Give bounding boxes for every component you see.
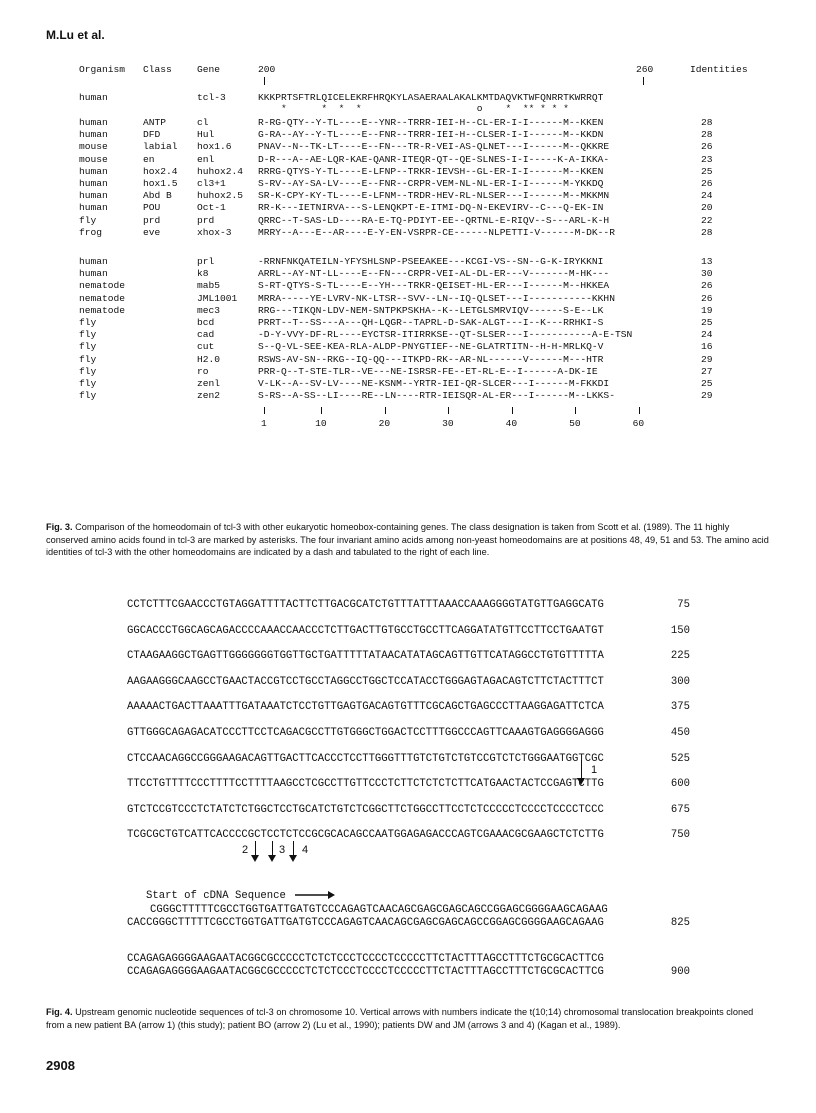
row-identity: 22 xyxy=(701,214,713,226)
scale-tick-mark xyxy=(264,407,265,414)
breakpoint-label-3: 3 xyxy=(279,844,286,856)
genomic-sequence-line: CTAAGAAGGCTGAGTTGGGGGGGTGGTTGCTGATTTTTATAACATATAGCAGTTGTTCATAGGCCTGTGTTTTTA xyxy=(127,650,604,663)
row-organism: human xyxy=(79,129,108,141)
row-organism: human xyxy=(79,190,108,202)
line-number: 450 xyxy=(670,727,690,739)
row-organism: human xyxy=(79,117,108,128)
row-gene: Oct-1 xyxy=(197,202,226,214)
cdna-start-arrow-icon xyxy=(295,890,335,900)
row-identity: 30 xyxy=(701,268,713,280)
scale-tick-label: 30 xyxy=(442,418,454,429)
row-class: POU xyxy=(143,202,161,214)
row-organism: nematode xyxy=(79,304,126,316)
scale-tick-mark xyxy=(321,407,322,414)
row-gene: xhox-3 xyxy=(197,226,232,238)
row-identity: 28 xyxy=(701,117,713,128)
row-identity: 16 xyxy=(701,341,713,353)
row-sequence: PRRT--T--SS---A---QH-LQGR--TAPRL-D-SAK-ALGT---I--K---RRHKI-S xyxy=(258,317,604,328)
fig3-caption-label: Fig. 3. xyxy=(46,522,73,532)
row-organism: nematode xyxy=(79,280,126,292)
row-organism: fly xyxy=(79,317,97,328)
scale-tick-mark xyxy=(575,407,576,414)
fig4-caption xyxy=(46,1006,770,1031)
scale-tick-label: 40 xyxy=(505,418,518,429)
row-organism: fly xyxy=(79,341,97,353)
row-sequence: R-RG-QTY--Y-TL----E--YNR--TRRR-IEI-H--CL-ER-I-I------M--KKEN xyxy=(258,117,604,128)
scale-tick-label: 1 xyxy=(261,418,267,429)
fig4-caption-label: Fig. 4. xyxy=(46,1007,73,1017)
row-identity: 25 xyxy=(701,378,713,389)
scale-tick-mark xyxy=(448,407,449,414)
cdna-upper-seq-2: CCAGAGAGGGGAAGAATACGGCGCCCCCTCTCTCCCTCCCCTCCCCCTTCTACTTTAGCCTTTCTGCGCACTTCG xyxy=(127,953,604,965)
row-class: ANTP xyxy=(143,117,167,128)
row-class: labial xyxy=(143,141,178,153)
reference-gene: tcl-3 xyxy=(197,92,226,103)
row-class: Abd B xyxy=(143,190,172,202)
header-class: Class xyxy=(143,64,172,75)
row-gene: enl xyxy=(197,153,215,165)
row-sequence: G-RA--AY--Y-TL----E--FNR--TRRR-IEI-H--CLSER-I-I------M--KKDN xyxy=(258,129,604,141)
line-number-900: 900 xyxy=(670,966,690,978)
row-gene: cl xyxy=(197,117,209,128)
line-number: 750 xyxy=(670,829,690,842)
header-position-start: 200 xyxy=(258,64,276,75)
fig3-caption xyxy=(46,521,770,559)
row-sequence: ARRL--AY-NT-LL----E--FN---CRPR-VEI-AL-DL-ER---V-------M-HK--- xyxy=(258,268,610,280)
row-gene: cl3+1 xyxy=(197,178,226,189)
reference-sequence: KKKPRTSFTRLQICELEKRFHRQKYLASAERAALAKALKMTDAQVKTWFQNRRTKWRRQT xyxy=(258,92,604,103)
row-sequence: RRRG-QTYS-Y-TL----E-LFNP--TRKR-IEVSH--GL-ER-I-I------M--KKEN xyxy=(258,165,604,177)
row-class: hox2.4 xyxy=(143,165,178,177)
row-identity: 28 xyxy=(701,129,713,141)
row-class: en xyxy=(143,153,155,165)
line-number: 675 xyxy=(670,803,690,816)
scale-tick-label: 20 xyxy=(378,418,391,429)
row-class: DFD xyxy=(143,129,161,141)
row-organism: human xyxy=(79,202,108,214)
row-sequence: MRRA-----YE-LVRV-NK-LTSR--SVV--LN--IQ-QLSET---I-----------KKHN xyxy=(258,292,615,304)
row-sequence: -RRNFNKQATEILN-YFYSHLSNP-PSEEAKEE---KCGI-VS--SN--G-K-IRYKKNI xyxy=(258,256,604,267)
line-number: 225 xyxy=(670,650,690,663)
row-identity: 20 xyxy=(701,202,713,214)
row-organism: frog xyxy=(79,226,103,238)
row-sequence: S-RT-QTYS-S-TL----E--YH---TRKR-QEISET-HL-ER---I------M--HKKEA xyxy=(258,280,610,292)
row-organism: fly xyxy=(79,390,97,402)
row-organism: fly xyxy=(79,365,97,377)
row-organism: mouse xyxy=(79,141,108,153)
row-gene: prl xyxy=(197,256,215,267)
row-identity: 29 xyxy=(701,390,713,402)
row-gene: JML1001 xyxy=(197,292,238,304)
row-sequence: MRRY--A---E--AR----E-Y-EN-VSRPR-CE------NLPETTI-V------M-DK--R xyxy=(258,226,615,238)
row-sequence: PNAV--N--TK-LT----E--FN---TR-R-VEI-AS-QLNET---I------M--QKKRE xyxy=(258,141,610,153)
line-number: 300 xyxy=(670,675,690,688)
row-gene: bcd xyxy=(197,317,215,328)
genomic-sequence-line: GTCTCCGTCCCTCTATCTCTGGCTCCTGCATCTGTCTCGGCTTCTGGCCTTCCTCTCCCCCTCCCCTCCCCTCCC xyxy=(127,803,604,816)
genomic-sequence-line: TTCCTGTTTTCCCTTTTCCTTTTAAGCCTCGCCTTGTTCCCTCTTCTCTCTCTTCATGAACTACTCCGAGTCTTG xyxy=(127,778,604,791)
row-class: hox1.5 xyxy=(143,178,178,189)
row-gene: mab5 xyxy=(197,280,221,292)
row-gene: cut xyxy=(197,341,215,353)
row-organism: human xyxy=(79,268,108,280)
row-identity: 19 xyxy=(701,304,713,316)
row-identity: 23 xyxy=(701,153,713,165)
row-identity: 25 xyxy=(701,165,713,177)
header-position-end: 260 xyxy=(636,64,654,75)
fig3-caption-text: Comparison of the homeodomain of tcl-3 with other eukaryotic homeobox-containing genes. The class designation is taken from Scott et al. (1989). The 11 highly conserved amino acids found in tcl-3 are marked by asterisks. The four invariant amino acids among non-yeast homeodomains are at positions 48, 49, 51 and 53. The amino acid identities of tcl-3 with the other homeodomains are indicated by a dash and tabulated to the right of each line. xyxy=(46,522,769,557)
row-sequence: D-R---A--AE-LQR-KAE-QANR-ITEQR-QT--QE-SLNES-I-I-----K-A-IKKA- xyxy=(258,153,610,165)
cdna-upper-seq-1: CGGGCTTTTTCGCCTGGTGATTGATGTCCCAGAGTCAACAGCGAGCGAGCAGCCGGAGCGGGGAAGCAGAAG xyxy=(150,904,608,916)
genomic-sequence-line: GGCACCCTGGCAGCAGACCCCAAACCAACCCTCTTGACTTGTGCCTGCCTTCAGGATATGTTCCTTCCTGAATGT xyxy=(127,624,604,637)
row-identity: 29 xyxy=(701,353,713,365)
row-sequence: RR-K---IETNIRVA---S-LENQKPT-E-ITMI-DQ-N-EKEVIRV--C---Q-EK-IN xyxy=(258,202,604,214)
genomic-sequence-line: CCTCTTTCGAACCCTGTAGGATTTTACTTCTTGACGCATCTGTTTATTTAAACCAAAGGGGTATGTTGAGGCATG xyxy=(127,599,604,611)
scale-tick-mark xyxy=(385,407,386,414)
row-identity: 27 xyxy=(701,365,713,377)
row-sequence: S-RV--AY-SA-LV----E--FNR--CRPR-VEM-NL-NL-ER-I-I------M-YKKDQ xyxy=(258,178,604,189)
row-gene: k8 xyxy=(197,268,209,280)
conserved-markers: * * * * o * ** * * * xyxy=(258,103,569,114)
row-sequence: V-LK--A--SV-LV----NE-KSNM--YRTR-IEI-QR-SLCER---I------M-FKKDI xyxy=(258,378,610,389)
row-gene: huhox2.5 xyxy=(197,190,244,202)
header-identities: Identities xyxy=(690,64,748,75)
row-gene: hox1.6 xyxy=(197,141,232,153)
genomic-sequence-line: CTCCAACAGGCCGGGAAGACAGTTGACTTCACCCTCCTTGGGTTTGTCTGTCTGTCCGTCTCTGGGAATGGTCGC xyxy=(127,752,604,765)
cdna-start-label xyxy=(146,891,286,902)
line-number-825: 825 xyxy=(670,917,690,929)
row-identity: 26 xyxy=(701,178,713,189)
row-organism: fly xyxy=(79,378,97,389)
row-sequence: SR-K-CPY-KY-TL----E-LFNM--TRDR-HEV-RL-NLSER---I------M--MKKMN xyxy=(258,190,610,202)
running-header-authors: M.Lu et al. xyxy=(46,28,105,42)
position-start-tick xyxy=(264,77,265,85)
row-organism: nematode xyxy=(79,292,126,304)
scale-tick-mark xyxy=(639,407,640,414)
row-gene: zenl xyxy=(197,378,221,389)
row-identity: 28 xyxy=(701,226,713,238)
line-number: 525 xyxy=(670,752,690,765)
row-identity: 26 xyxy=(701,280,713,292)
row-organism: mouse xyxy=(79,153,108,165)
row-organism: human xyxy=(79,178,108,189)
row-gene: huhox2.4 xyxy=(197,165,244,177)
scale-tick-mark xyxy=(512,407,513,414)
reference-organism: human xyxy=(79,92,108,103)
breakpoint-label-2: 2 xyxy=(242,844,249,856)
genomic-sequence-line: TCGCGCTGTCATTCACCCCGCTCCTCTCCGCGCACAGCCAATGGAGAGACCCAGTCGAAACGCGAAGCTCTCTTG xyxy=(127,829,604,842)
row-sequence: RRG---TIKQN-LDV-NEM-SNTPKPSKHA--K--LETGLSMRVIQV------S-E--LK xyxy=(258,304,604,316)
genomic-sequence-line: AAAAACTGACTTAAATTTGATAAATCTCCTGTTGAGTGACAGTGTTTCGCAGCTGAGCCCTTAAGGAGATTCTCA xyxy=(127,701,604,714)
row-organism: human xyxy=(79,256,108,267)
scale-tick-label: 10 xyxy=(315,418,327,429)
scale-tick-label: 50 xyxy=(569,418,581,429)
row-identity: 26 xyxy=(701,292,713,304)
row-gene: Hul xyxy=(197,129,215,141)
genomic-sequence-line: AAGAAGGGCAAGCCTGAACTACCGTCCTGCCTAGGCCTGGCTCCATACCTGGGAGTAGACAGTCTTCTACTTTCT xyxy=(127,675,604,688)
row-gene: mec3 xyxy=(197,304,221,316)
row-sequence: QRRC--T-SAS-LD----RA-E-TQ-PDIYT-EE--QRTNL-E-RIQV--S---ARL-K-H xyxy=(258,214,610,226)
row-organism: fly xyxy=(79,353,97,365)
line-number: 375 xyxy=(670,701,690,714)
header-organism: Organism xyxy=(79,64,126,75)
scale-tick-label: 60 xyxy=(632,418,645,429)
genomic-lower-seq-1: CACCGGGCTTTTTCGCCTGGTGATTGATGTCCCAGAGTCAACAGCGAGCGAGCAGCCGGAGCGGGGAAGCAGAAG xyxy=(127,917,604,929)
header-gene: Gene xyxy=(197,64,221,75)
fig4-caption-text: Upstream genomic nucleotide sequences of tcl-3 on chromosome 10. Vertical arrows with numbers indicate the t(10;14) chromosomal translocation breakpoints cloned from a new patient BA (arrow 1) (this study); patient BO (arrow 2) (Lu et al., 1990); patients DW and JM (arrows 3 and 4) (Kagan et al., 1989). xyxy=(46,1007,754,1030)
row-identity: 26 xyxy=(701,141,713,153)
row-identity: 13 xyxy=(701,256,713,267)
line-number: 75 xyxy=(677,599,690,611)
row-organism: human xyxy=(79,165,108,177)
row-organism: fly xyxy=(79,329,97,341)
row-sequence: S--Q-VL-SEE-KEA-RLA-ALDP-PNYGTIEF--NE-GLATRTITN--H-H-MRLKQ-V xyxy=(258,341,604,353)
row-gene: cad xyxy=(197,329,215,341)
breakpoint-label-1: 1 xyxy=(591,764,598,776)
row-gene: ro xyxy=(197,365,209,377)
row-gene: H2.0 xyxy=(197,353,221,365)
row-identity: 24 xyxy=(701,329,713,341)
row-sequence: -D-Y-VVY-DF-RL----EYCTSR-ITIRRKSE--QT-SLSER---I-----------A-E-TSN xyxy=(258,329,633,341)
breakpoint-label-4: 4 xyxy=(302,844,309,856)
line-number: 600 xyxy=(670,778,690,791)
row-sequence: RSWS-AV-SN--RKG--IQ-QQ---ITKPD-RK--AR-NL------V------M---HTR xyxy=(258,353,604,365)
page-number: 2908 xyxy=(46,1058,75,1073)
cdna-start-text: Start of cDNA Sequence xyxy=(146,890,286,902)
row-sequence: S-RS--A-SS--LI----RE--LN----RTR-IEISQR-AL-ER---I------M--LKKS- xyxy=(258,390,615,402)
row-sequence: PRR-Q--T-STE-TLR--VE---NE-ISRSR-FE--ET-RL-E--I------A-DK-IE xyxy=(258,365,598,377)
genomic-lower-seq-2: CCAGAGAGGGGAAGAATACGGCGCCCCCTCTCTCCCTCCCCTCCCCCTTCTACTTTAGCCTTTCTGCGCACTTCG xyxy=(127,966,604,978)
row-class: prd xyxy=(143,214,161,226)
row-gene: zen2 xyxy=(197,390,221,402)
row-organism: fly xyxy=(79,214,97,226)
row-class: eve xyxy=(143,226,161,238)
row-gene: prd xyxy=(197,214,215,226)
row-identity: 24 xyxy=(701,190,713,202)
genomic-sequence-line: GTTGGGCAGAGACATCCCTTCCTCAGACGCCTTGTGGGCTGGACTCCTTTGGCCCAGTTCAAAGTGAGGGGAGGG xyxy=(127,727,604,739)
row-identity: 25 xyxy=(701,317,713,328)
line-number: 150 xyxy=(670,624,690,637)
position-end-tick xyxy=(643,77,644,85)
